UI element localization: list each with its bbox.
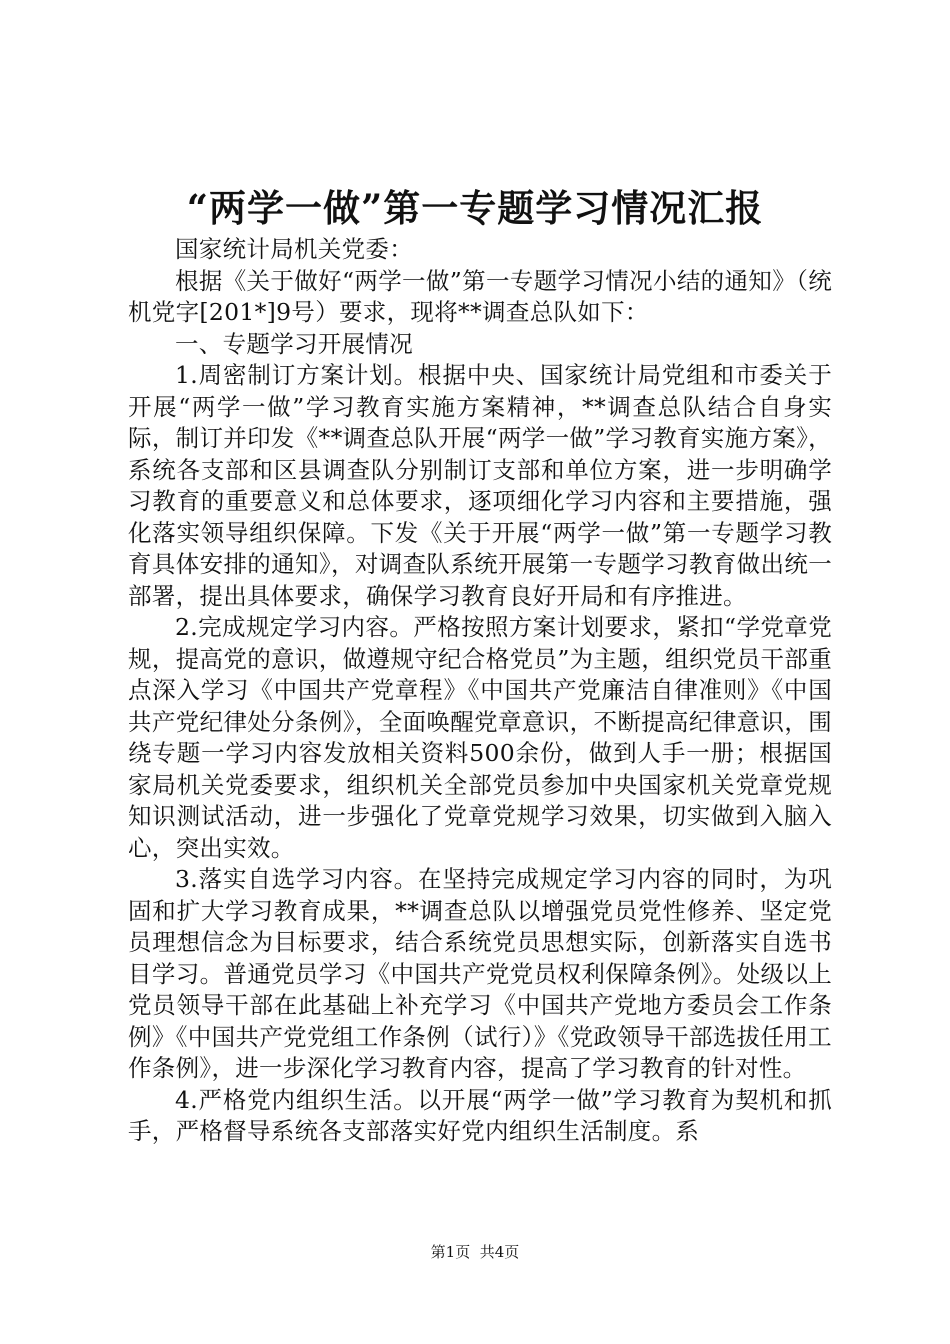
- section-heading: 一、专题学习开展情况: [175, 329, 413, 358]
- footer-spacer: [470, 1243, 480, 1261]
- paragraph-item-4: 4.严格党内组织生活。以开展“两学一做”学习教育为契机和抓手，严格督导系统各支部落实好党内组织生活制度。系: [128, 1085, 832, 1145]
- paragraph-intro: 根据《关于做好“两学一做”第一专题学习情况小结的通知》（统机党字[201*]9号）要求，现将**调查总队如下：: [128, 266, 832, 326]
- page-number-current: 第1页: [430, 1243, 471, 1261]
- paragraph-item-3: 3.落实自选学习内容。在坚持完成规定学习内容的同时，为巩固和扩大学习教育成果，**调查总队以增强党员党性修养、坚定党员理想信念为目标要求，结合系统党员思想实际，创新落实自选书目学习。普通党员学习《中国共产党党员权利保障条例》。处级以上党员领导干部在此基础上补充学习《中国共产党地方委员会工作条例》《中国共产党党组工作条例（试行）》《党政领导干部选拔任用工作条例》，进一步深化学习教育内容，提高了学习教育的针对性。: [128, 865, 832, 1082]
- page-footer: [0, 1242, 950, 1262]
- salutation: 国家统计局机关党委：: [175, 235, 413, 263]
- page-number-total: 共4页: [479, 1243, 520, 1261]
- document-title: “两学一做”第一专题学习情况汇报: [186, 186, 764, 230]
- paragraph-item-1: 1.周密制订方案计划。根据中央、国家统计局党组和市委关于开展“两学一做”学习教育实施方案精神，**调查总队结合自身实际，制订并印发《**调查总队开展“两学一做”学习教育实施方案》，系统各支部和区县调查队分别制订支部和单位方案，进一步明确学习教育的重要意义和总体要求，逐项细化学习内容和主要措施，强化落实领导组织保障。下发《关于开展“两学一做”第一专题学习教育具体安排的通知》，对调查队系统开展第一专题学习教育做出统一部署，提出具体要求，确保学习教育良好开局和有序推进。: [128, 361, 832, 610]
- document-body: [128, 234, 832, 1148]
- paragraph-item-2: 2.完成规定学习内容。严格按照方案计划要求，紧扣“学党章党规，提高党的意识，做遵规守纪合格党员”为主题，组织党员干部重点深入学习《中国共产党章程》《中国共产党廉洁自律准则》《中国共产党纪律处分条例》，全面唤醒党章意识，不断提高纪律意识，围绕专题一学习内容发放相关资料500余份，做到人手一册；根据国家局机关党委要求，组织机关全部党员参加中央国家机关党章党规知识测试活动，进一步强化了党章党规学习效果，切实做到入脑入心，突出实效。: [128, 613, 832, 862]
